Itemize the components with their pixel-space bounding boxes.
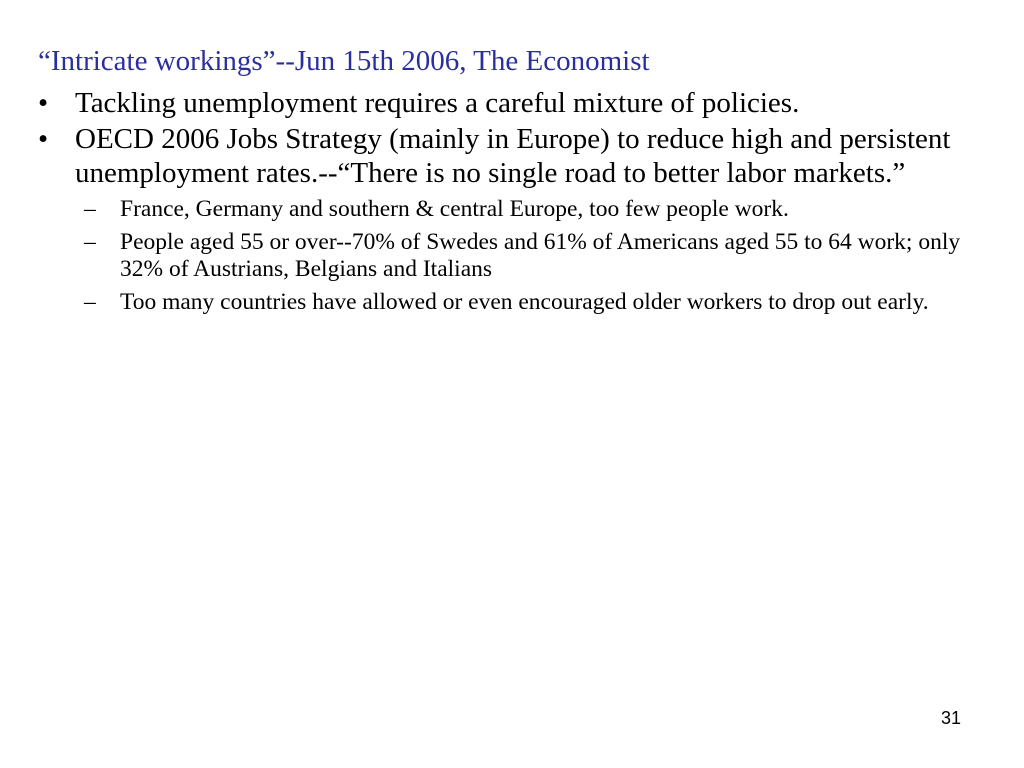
sub-bullet-text: France, Germany and southern & central Europe, too few people work. [120,196,789,222]
bullet-text: OECD 2006 Jobs Strategy (mainly in Europe) to reduce high and persistent unemployment rates.--“There is no single road to better labor markets.” [75,123,951,189]
bullet-text: Tackling unemployment requires a careful mixture of policies. [75,87,800,119]
dash-marker: – [84,229,96,255]
bullet-item [38,86,968,120]
page-number: 31 [940,708,961,728]
sub-bullet-item [75,229,968,283]
bullet-list [38,86,968,316]
bullet-marker: • [38,123,49,155]
bullet-marker: • [38,87,49,119]
sub-bullet-text: Too many countries have allowed or even encouraged older workers to drop out early. [120,289,929,315]
slide-title: “Intricate workings”--Jun 15th 2006, The Economist [38,45,650,77]
sub-bullet-item [75,196,968,223]
bullet-item [38,122,968,190]
sub-bullet-item [75,289,968,316]
dash-marker: – [84,196,96,222]
dash-marker: – [84,289,96,315]
sub-bullet-list [38,196,968,316]
sub-bullet-text: People aged 55 or over--70% of Swedes and 61% of Americans aged 55 to 64 work; only 32% of Austrians, Belgians and Italians [120,229,961,282]
